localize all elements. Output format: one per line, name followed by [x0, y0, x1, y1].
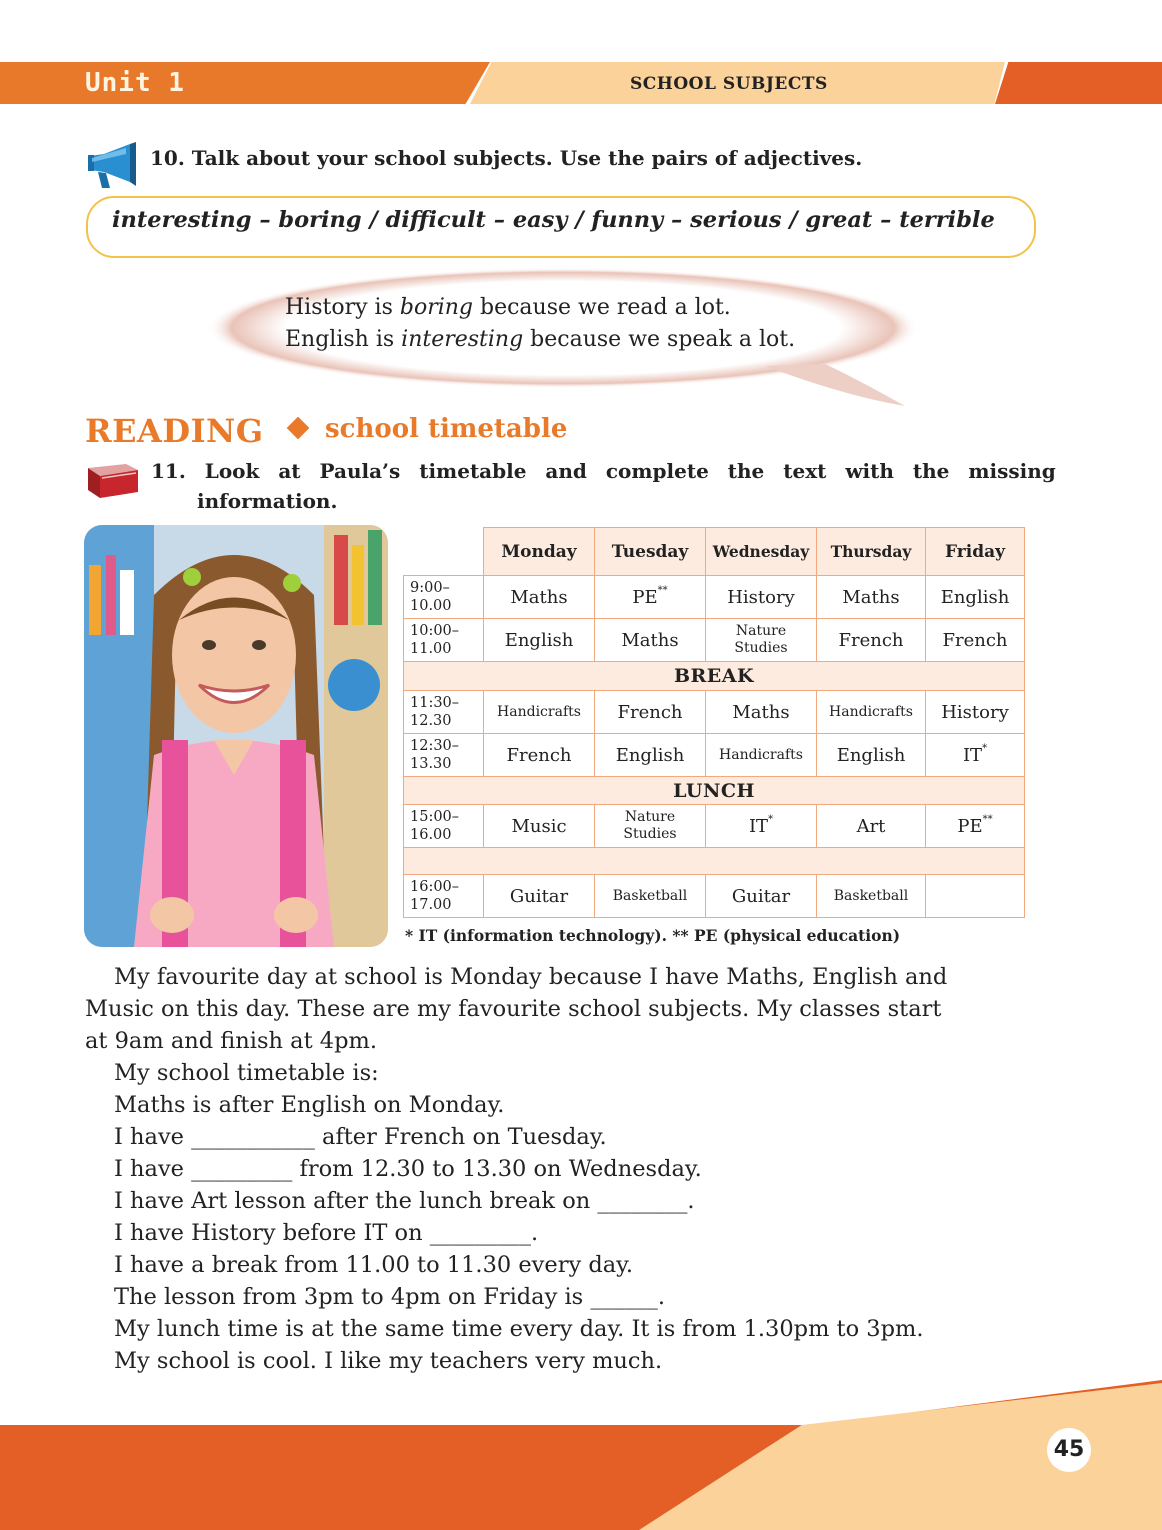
subject-cell: Nature Studies	[595, 805, 706, 848]
bubble-line-1: History is boring because we read a lot.	[285, 295, 731, 320]
subject-cell: Maths	[817, 576, 926, 619]
day-header: Monday	[484, 528, 595, 576]
subject-cell: English	[926, 576, 1025, 619]
subject-cell: French	[595, 691, 706, 734]
text-line: at 9am and finish at 4pm.	[85, 1028, 377, 1054]
timetable-row	[404, 875, 1025, 918]
text-line: Maths is after English on Monday.	[114, 1092, 505, 1118]
exercise-11-title-line2: information.	[197, 489, 338, 513]
subject-cell: Nature Studies	[706, 619, 817, 662]
paula-photo	[84, 525, 388, 947]
time-slot: 12:30– 13.30	[404, 734, 484, 777]
megaphone-icon	[86, 142, 140, 190]
section-title: SCHOOL SUBJECTS	[630, 74, 828, 94]
time-slot: 10:00– 11.00	[404, 619, 484, 662]
subject-cell: Handicrafts	[484, 691, 595, 734]
subject-cell	[926, 875, 1025, 918]
subject-cell: IT*	[926, 734, 1025, 777]
subject-cell: French	[926, 619, 1025, 662]
day-header: Friday	[926, 528, 1025, 576]
bubble-line-2: English is interesting because we speak a lot.	[285, 327, 796, 352]
text-line: My school timetable is:	[114, 1060, 379, 1086]
timetable-row	[404, 576, 1025, 619]
subject-cell: PE**	[595, 576, 706, 619]
subject-cell: Guitar	[484, 875, 595, 918]
timetable-row	[404, 691, 1025, 734]
subject-cell: Guitar	[706, 875, 817, 918]
reading-heading: READING	[85, 412, 264, 450]
fill-in-line: I have Art lesson after the lunch break on ________.	[114, 1188, 695, 1214]
timetable	[403, 527, 1025, 918]
subject-cell: History	[706, 576, 817, 619]
fill-in-line: The lesson from 3pm to 4pm on Friday is ______.	[114, 1284, 666, 1310]
subject-cell: Music	[484, 805, 595, 848]
lunch-label: LUNCH	[404, 777, 1025, 805]
lunch-row	[404, 777, 1025, 805]
fill-in-line: I have History before IT on _________.	[114, 1220, 539, 1246]
adjectives-list: interesting – boring / difficult – easy / funny – serious / great – terrible	[112, 207, 995, 233]
time-slot: 15:00– 16.00	[404, 805, 484, 848]
time-slot: 11:30– 12.30	[404, 691, 484, 734]
exercise-10-title: 10. Talk about your school subjects. Use the pairs of adjectives.	[150, 146, 863, 170]
subject-cell: French	[484, 734, 595, 777]
fill-in-line: I have ___________ after French on Tuesday.	[114, 1124, 607, 1150]
subject-cell: Handicrafts	[706, 734, 817, 777]
subject-cell: PE**	[926, 805, 1025, 848]
subject-cell: English	[484, 619, 595, 662]
subject-cell: Handicrafts	[817, 691, 926, 734]
unit-label: Unit 1	[85, 68, 185, 98]
break-label: BREAK	[404, 662, 1025, 691]
subject-cell: Maths	[595, 619, 706, 662]
empty-band	[404, 848, 1025, 875]
subject-cell: Maths	[706, 691, 817, 734]
empty-band-row	[404, 848, 1025, 875]
timetable-header-row	[404, 528, 1025, 576]
day-header: Tuesday	[595, 528, 706, 576]
subject-cell: IT*	[706, 805, 817, 848]
subject-cell: History	[926, 691, 1025, 734]
subject-cell: English	[817, 734, 926, 777]
day-header: Wednesday	[706, 528, 817, 576]
subject-cell: Basketball	[595, 875, 706, 918]
text-line: I have a break from 11.00 to 11.30 every day.	[114, 1252, 634, 1278]
text-line: My favourite day at school is Monday because I have Maths, English and	[114, 964, 948, 990]
subject-cell: Basketball	[817, 875, 926, 918]
timetable-row	[404, 734, 1025, 777]
subject-cell: Maths	[484, 576, 595, 619]
text-line: My school is cool. I like my teachers very much.	[114, 1348, 663, 1374]
break-row	[404, 662, 1025, 691]
time-slot: 9:00– 10.00	[404, 576, 484, 619]
text-line: Music on this day. These are my favourite school subjects. My classes start	[85, 996, 942, 1022]
subject-cell: Art	[817, 805, 926, 848]
page-number: 45	[1047, 1428, 1091, 1472]
subject-cell: French	[817, 619, 926, 662]
text-line: My lunch time is at the same time every day. It is from 1.30pm to 3pm.	[114, 1316, 924, 1342]
fill-in-line: I have _________ from 12.30 to 13.30 on Wednesday.	[114, 1156, 702, 1182]
exercise-11-title-line1: 11. Look at Paula’s timetable and complete the text with the missing	[151, 459, 1056, 483]
day-header: Thursday	[817, 528, 926, 576]
reading-subtitle: school timetable	[325, 414, 568, 444]
header-band-left	[0, 62, 490, 104]
subject-cell: English	[595, 734, 706, 777]
diamond-bullet-icon	[287, 417, 310, 440]
header-band-right	[995, 62, 1162, 104]
timetable-row	[404, 619, 1025, 662]
book-icon	[86, 462, 140, 500]
timetable-corner	[404, 528, 484, 576]
timetable-footnote: * IT (information technology). ** PE (physical education)	[405, 926, 901, 945]
time-slot: 16:00– 17.00	[404, 875, 484, 918]
timetable-row	[404, 805, 1025, 848]
